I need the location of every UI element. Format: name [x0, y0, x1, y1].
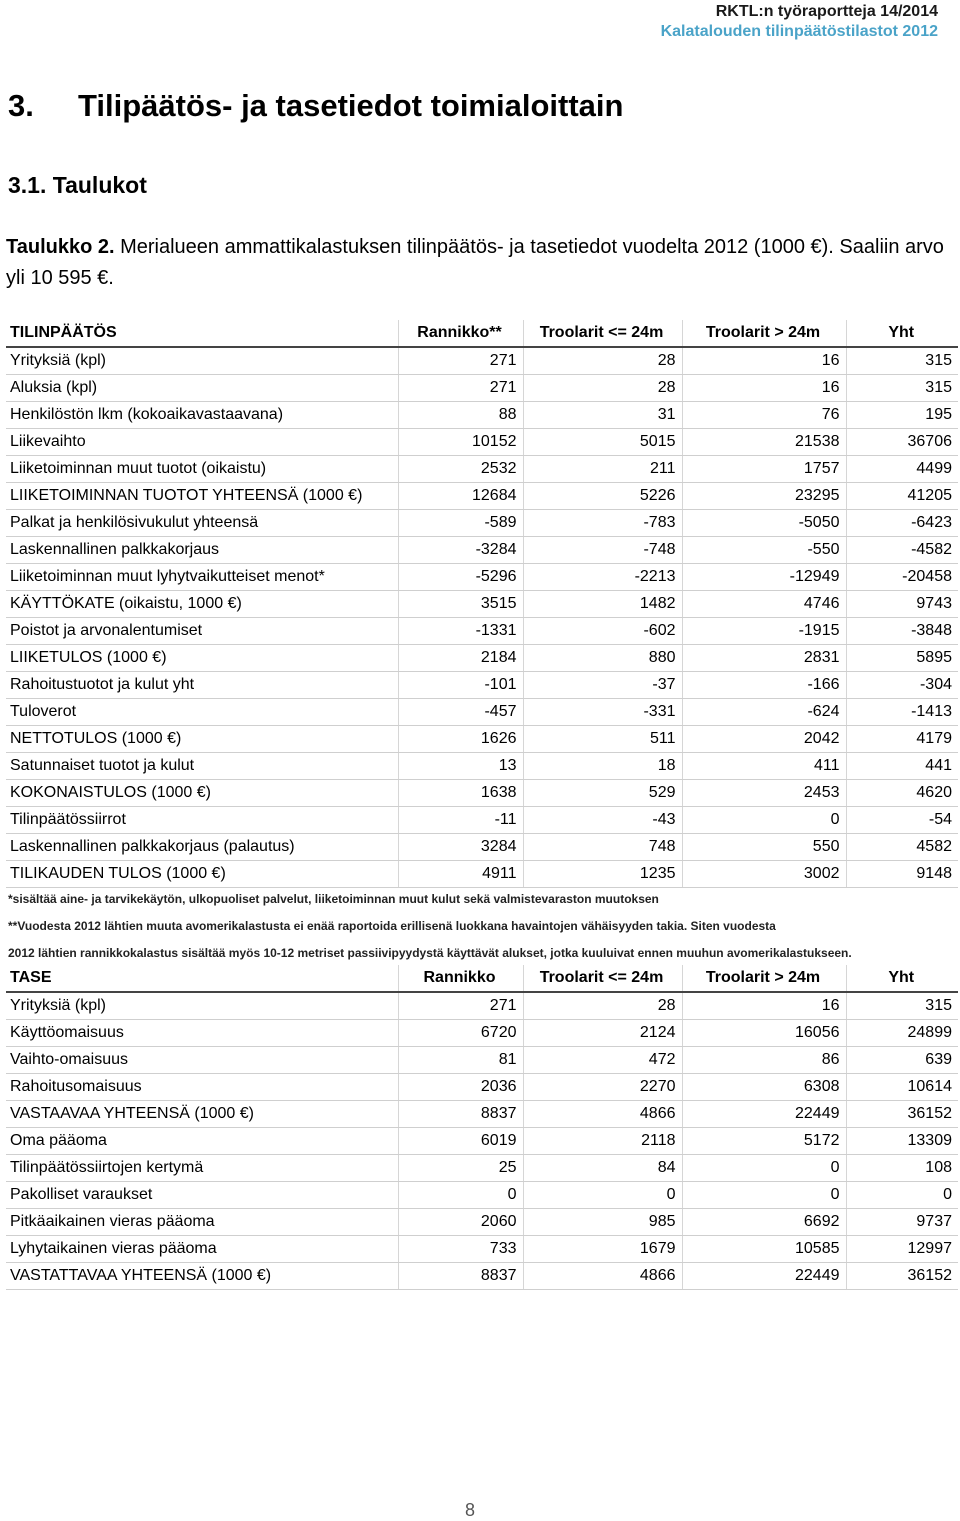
column-header: Rannikko**: [398, 320, 523, 347]
cell-value: 81: [398, 1047, 523, 1074]
column-header: Troolarit <= 24m: [523, 320, 682, 347]
cell-value: 9737: [846, 1209, 958, 1236]
page-number: 8: [464, 1500, 475, 1520]
cell-value: 2124: [523, 1020, 682, 1047]
footnote-2b: 2012 lähtien rannikkokalastus sisältää myös 10-12 metriset passiivipyydystä käyttävät alukset, jotka kuuluivat ennen muuhun avomerikalastukseen.: [8, 946, 852, 960]
cell-value: 22449: [682, 1263, 846, 1290]
cell-value: 748: [523, 834, 682, 861]
cell-value: 4911: [398, 861, 523, 888]
running-header: [661, 2, 938, 42]
cell-value: 2042: [682, 726, 846, 753]
cell-value: 0: [682, 1182, 846, 1209]
caption-text: Merialueen ammattikalastuksen tilinpäätös- ja tasetiedot vuodelta 2012 (1000 €). Saaliin arvo yli 10 595 €.: [6, 236, 944, 289]
cell-value: -3284: [398, 537, 523, 564]
cell-value: 4866: [523, 1101, 682, 1128]
cell-value: 315: [846, 375, 958, 402]
cell-value: 4620: [846, 780, 958, 807]
cell-value: 28: [523, 375, 682, 402]
cell-value: 0: [398, 1182, 523, 1209]
section-heading: [8, 88, 623, 124]
row-label: Tuloverot: [6, 699, 398, 726]
cell-value: 6720: [398, 1020, 523, 1047]
cell-value: 315: [846, 347, 958, 375]
cell-value: 8837: [398, 1101, 523, 1128]
row-label: Palkat ja henkilösivukulut yhteensä: [6, 510, 398, 537]
table-row: [6, 1182, 958, 1209]
cell-value: 2532: [398, 456, 523, 483]
row-label: KÄYTTÖKATE (oikaistu, 1000 €): [6, 591, 398, 618]
cell-value: 1679: [523, 1236, 682, 1263]
cell-value: 6692: [682, 1209, 846, 1236]
cell-value: 16056: [682, 1020, 846, 1047]
cell-value: 4746: [682, 591, 846, 618]
table-row: [6, 402, 958, 429]
table-row: [6, 1047, 958, 1074]
cell-value: -54: [846, 807, 958, 834]
table-row: [6, 807, 958, 834]
cell-value: 12997: [846, 1236, 958, 1263]
cell-value: 5895: [846, 645, 958, 672]
cell-value: 5172: [682, 1128, 846, 1155]
row-label: Liiketoiminnan muut tuotot (oikaistu): [6, 456, 398, 483]
cell-value: 2060: [398, 1209, 523, 1236]
footnote-1: *sisältää aine- ja tarvikekäytön, ulkopuoliset palvelut, liiketoiminnan muut kulut sekä valmistevaraston muutoksen: [8, 892, 659, 906]
cell-value: -20458: [846, 564, 958, 591]
table-row: [6, 537, 958, 564]
row-label: Tilinpäätössiirrot: [6, 807, 398, 834]
cell-value: 2831: [682, 645, 846, 672]
table-row: [6, 672, 958, 699]
cell-value: -550: [682, 537, 846, 564]
row-label: Yrityksiä (kpl): [6, 992, 398, 1020]
row-label: TILIKAUDEN TULOS (1000 €): [6, 861, 398, 888]
column-header: Yht: [846, 965, 958, 992]
cell-value: -12949: [682, 564, 846, 591]
row-label: Oma pääoma: [6, 1128, 398, 1155]
column-header: TILINPÄÄTÖS: [6, 320, 398, 347]
cell-value: 411: [682, 753, 846, 780]
table-row: [6, 429, 958, 456]
cell-value: -457: [398, 699, 523, 726]
table-row: [6, 992, 958, 1020]
row-label: Vaihto-omaisuus: [6, 1047, 398, 1074]
header-row: [6, 320, 958, 347]
cell-value: 2184: [398, 645, 523, 672]
cell-value: 12684: [398, 483, 523, 510]
cell-value: -101: [398, 672, 523, 699]
cell-value: 16: [682, 375, 846, 402]
column-header: Troolarit > 24m: [682, 320, 846, 347]
row-label: Poistot ja arvonalentumiset: [6, 618, 398, 645]
cell-value: 2270: [523, 1074, 682, 1101]
row-label: Rahoitustuotot ja kulut yht: [6, 672, 398, 699]
table-row: [6, 1263, 958, 1290]
balance-sheet-table: [6, 965, 958, 1290]
row-label: Satunnaiset tuotot ja kulut: [6, 753, 398, 780]
cell-value: 36706: [846, 429, 958, 456]
cell-value: 108: [846, 1155, 958, 1182]
cell-value: 36152: [846, 1263, 958, 1290]
cell-value: 271: [398, 992, 523, 1020]
table-row: [6, 375, 958, 402]
row-label: Aluksia (kpl): [6, 375, 398, 402]
row-label: NETTOTULOS (1000 €): [6, 726, 398, 753]
cell-value: 0: [682, 1155, 846, 1182]
cell-value: 315: [846, 992, 958, 1020]
cell-value: 16: [682, 347, 846, 375]
cell-value: 441: [846, 753, 958, 780]
cell-value: -748: [523, 537, 682, 564]
cell-value: 1626: [398, 726, 523, 753]
row-label: VASTAAVAA YHTEENSÄ (1000 €): [6, 1101, 398, 1128]
cell-value: 4499: [846, 456, 958, 483]
report-series: RKTL:n työraportteja 14/2014: [715, 3, 938, 20]
cell-value: 23295: [682, 483, 846, 510]
table-row: [6, 510, 958, 537]
row-label: LIIKETULOS (1000 €): [6, 645, 398, 672]
cell-value: -783: [523, 510, 682, 537]
section-title: Tilipäätös- ja tasetiedot toimialoittain: [78, 88, 624, 123]
table-row: [6, 780, 958, 807]
cell-value: 0: [523, 1182, 682, 1209]
row-label: Pitkäaikainen vieras pääoma: [6, 1209, 398, 1236]
income-statement-table: [6, 320, 958, 888]
table-row: [6, 1236, 958, 1263]
cell-value: 9743: [846, 591, 958, 618]
cell-value: 3284: [398, 834, 523, 861]
cell-value: -166: [682, 672, 846, 699]
cell-value: 13: [398, 753, 523, 780]
cell-value: 211: [523, 456, 682, 483]
table-row: [6, 483, 958, 510]
row-label: Laskennallinen palkkakorjaus: [6, 537, 398, 564]
cell-value: -5050: [682, 510, 846, 537]
cell-value: 271: [398, 347, 523, 375]
table-row: [6, 456, 958, 483]
row-label: Tilinpäätössiirtojen kertymä: [6, 1155, 398, 1182]
table-row: [6, 645, 958, 672]
column-header: Troolarit > 24m: [682, 965, 846, 992]
row-label: Lyhytaikainen vieras pääoma: [6, 1236, 398, 1263]
table-row: [6, 1101, 958, 1128]
cell-value: 4582: [846, 834, 958, 861]
row-label: Laskennallinen palkkakorjaus (palautus): [6, 834, 398, 861]
cell-value: 5015: [523, 429, 682, 456]
cell-value: 472: [523, 1047, 682, 1074]
cell-value: -11: [398, 807, 523, 834]
cell-value: 9148: [846, 861, 958, 888]
table-row: [6, 726, 958, 753]
column-header: Troolarit <= 24m: [523, 965, 682, 992]
cell-value: -624: [682, 699, 846, 726]
cell-value: 84: [523, 1155, 682, 1182]
cell-value: 6019: [398, 1128, 523, 1155]
table-row: [6, 1020, 958, 1047]
column-header: TASE: [6, 965, 398, 992]
header-row: [6, 965, 958, 992]
cell-value: 76: [682, 402, 846, 429]
row-label: Pakolliset varaukset: [6, 1182, 398, 1209]
cell-value: -43: [523, 807, 682, 834]
cell-value: 529: [523, 780, 682, 807]
cell-value: -5296: [398, 564, 523, 591]
row-label: LIIKETOIMINNAN TUOTOT YHTEENSÄ (1000 €): [6, 483, 398, 510]
cell-value: 3002: [682, 861, 846, 888]
row-label: KOKONAISTULOS (1000 €): [6, 780, 398, 807]
column-header: Yht: [846, 320, 958, 347]
cell-value: -602: [523, 618, 682, 645]
row-label: Liikevaihto: [6, 429, 398, 456]
section-number: 3.: [8, 88, 34, 123]
table-caption: [6, 232, 956, 294]
cell-value: 10614: [846, 1074, 958, 1101]
cell-value: 550: [682, 834, 846, 861]
cell-value: -589: [398, 510, 523, 537]
table-row: [6, 699, 958, 726]
cell-value: 1482: [523, 591, 682, 618]
cell-value: 28: [523, 347, 682, 375]
cell-value: 0: [846, 1182, 958, 1209]
cell-value: 271: [398, 375, 523, 402]
cell-value: 985: [523, 1209, 682, 1236]
footnote-2a: **Vuodesta 2012 lähtien muuta avomerikalastusta ei enää raportoida erillisenä luokkana havaintojen vähäisyyden takia. Siten vuodesta: [8, 919, 776, 933]
cell-value: 22449: [682, 1101, 846, 1128]
row-label: Rahoitusomaisuus: [6, 1074, 398, 1101]
cell-value: 16: [682, 992, 846, 1020]
cell-value: 880: [523, 645, 682, 672]
cell-value: 21538: [682, 429, 846, 456]
cell-value: 4179: [846, 726, 958, 753]
cell-value: 6308: [682, 1074, 846, 1101]
cell-value: 1638: [398, 780, 523, 807]
cell-value: 195: [846, 402, 958, 429]
row-label: Käyttöomaisuus: [6, 1020, 398, 1047]
table-row: [6, 1128, 958, 1155]
cell-value: -1413: [846, 699, 958, 726]
table-row: [6, 347, 958, 375]
cell-value: 25: [398, 1155, 523, 1182]
row-label: Yrityksiä (kpl): [6, 347, 398, 375]
cell-value: 18: [523, 753, 682, 780]
table-row: [6, 1209, 958, 1236]
cell-value: 86: [682, 1047, 846, 1074]
subsection-heading: 3.1. Taulukot: [8, 172, 147, 198]
table-row: [6, 1074, 958, 1101]
table-row: [6, 591, 958, 618]
cell-value: -1915: [682, 618, 846, 645]
cell-value: 4866: [523, 1263, 682, 1290]
row-label: VASTATTAVAA YHTEENSÄ (1000 €): [6, 1263, 398, 1290]
row-label: Henkilöstön lkm (kokoaikavastaavana): [6, 402, 398, 429]
cell-value: 8837: [398, 1263, 523, 1290]
cell-value: 88: [398, 402, 523, 429]
cell-value: -2213: [523, 564, 682, 591]
table-row: [6, 618, 958, 645]
cell-value: 10152: [398, 429, 523, 456]
cell-value: 2453: [682, 780, 846, 807]
caption-label: Taulukko 2.: [6, 236, 115, 258]
table-row: [6, 834, 958, 861]
table-row: [6, 1155, 958, 1182]
row-label: Liiketoiminnan muut lyhytvaikutteiset menot*: [6, 564, 398, 591]
cell-value: 1235: [523, 861, 682, 888]
table-row: [6, 564, 958, 591]
cell-value: 1757: [682, 456, 846, 483]
cell-value: 511: [523, 726, 682, 753]
report-title: Kalatalouden tilinpäätöstilastot 2012: [660, 23, 938, 40]
column-header: Rannikko: [398, 965, 523, 992]
cell-value: -6423: [846, 510, 958, 537]
cell-value: 2036: [398, 1074, 523, 1101]
cell-value: 2118: [523, 1128, 682, 1155]
cell-value: -304: [846, 672, 958, 699]
cell-value: 41205: [846, 483, 958, 510]
cell-value: 36152: [846, 1101, 958, 1128]
table-row: [6, 753, 958, 780]
table-row: [6, 861, 958, 888]
cell-value: -331: [523, 699, 682, 726]
cell-value: -4582: [846, 537, 958, 564]
cell-value: 0: [682, 807, 846, 834]
cell-value: 639: [846, 1047, 958, 1074]
cell-value: -1331: [398, 618, 523, 645]
cell-value: 13309: [846, 1128, 958, 1155]
cell-value: -37: [523, 672, 682, 699]
cell-value: 31: [523, 402, 682, 429]
cell-value: 3515: [398, 591, 523, 618]
cell-value: 24899: [846, 1020, 958, 1047]
cell-value: 10585: [682, 1236, 846, 1263]
cell-value: 28: [523, 992, 682, 1020]
cell-value: 5226: [523, 483, 682, 510]
cell-value: 733: [398, 1236, 523, 1263]
cell-value: -3848: [846, 618, 958, 645]
